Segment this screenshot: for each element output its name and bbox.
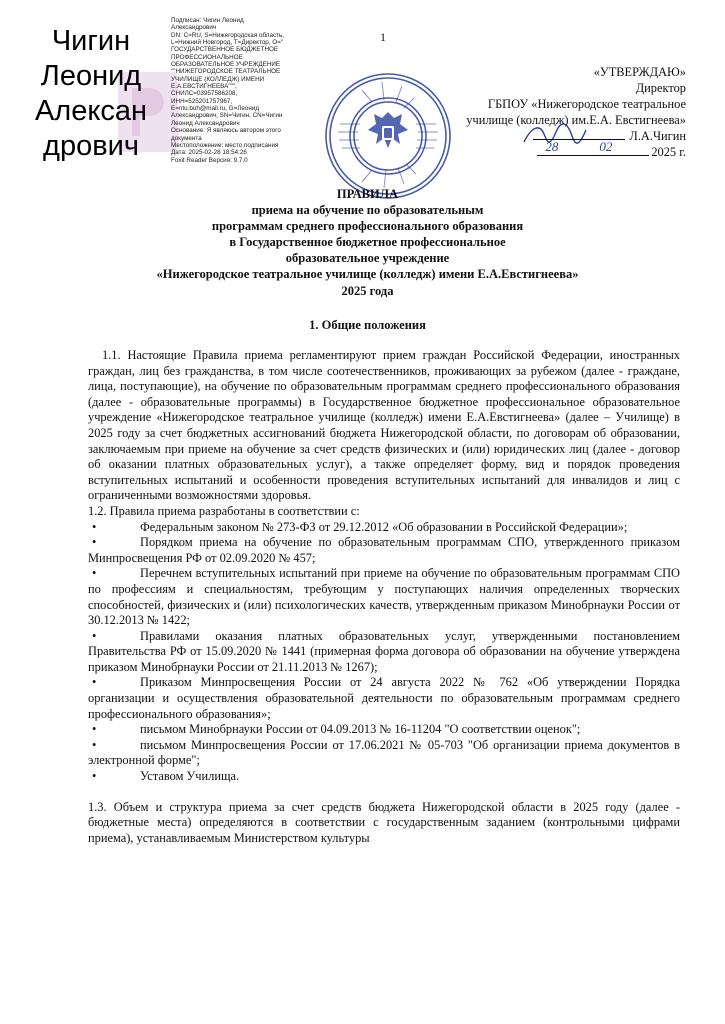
signature-detail-line: Леонид Александрович <box>171 119 240 127</box>
title-line: программам среднего профессионального образования <box>211 219 524 234</box>
signature-detail-line: L=Нижний Новгород, T=Директор, O=" <box>171 39 284 47</box>
signature-detail-line: ИНН=525201757967, <box>171 97 233 105</box>
signature-detail-line: Местоположение: место подписания <box>171 141 279 149</box>
list-item <box>88 566 680 628</box>
list-item <box>88 738 680 769</box>
signature-details <box>171 17 311 164</box>
approval-date-row <box>420 139 686 160</box>
bullet-icon: • <box>92 566 97 581</box>
paragraph-1-2: 1.2. Правила приема разработаны в соответствии с: <box>88 503 360 518</box>
signature-detail-line: Дата: 2025-02-28 18:54:26 <box>171 149 247 157</box>
bullet-icon: • <box>92 722 97 737</box>
list-item <box>88 520 680 536</box>
section-heading: 1. Общие положения <box>309 318 426 332</box>
bullet-icon: • <box>92 628 97 643</box>
list-item-text: письмом Минпросвещения России от 17.06.2021 № 05-703 "Об организации приема документов в электронной форме"; <box>88 737 680 768</box>
signature-detail-line: ГОСУДАРСТВЕННОЕ БЮДЖЕТНОЕ <box>171 46 279 54</box>
list-item <box>88 675 680 722</box>
signer-name-line: дрович <box>43 130 139 162</box>
signature-detail-line: УЧИЛИЩЕ (КОЛЛЕДЖ) ИМЕНИ <box>171 75 265 83</box>
signature-detail-line: Основание: Я являюсь автором этого <box>171 127 281 135</box>
signer-name-line: Леонид <box>40 60 142 92</box>
title-line: ПРАВИЛА <box>336 187 399 201</box>
paragraph-1-1: 1.1. Настоящие Правила приема регламентируют прием граждан Российской Федерации, иностранных граждан, лиц без гражданства, в том числе соотечественников, проживающих за рубежом (далее - граждане, лица, поступающие), на обучение по образовательным программам среднего профессионального образования (далее - образовательные программы) в Государственное бюджетное профессиональное образовательное учреждение «Нижегородское театральное училище (колледж) имени Е.А.Евстигнеева» (далее – Училище) в 2025 году за счет бюджетных ассигнований бюджета Нижегородской области, по договорам об образовании, заключаемым при приеме на обучение за счет средств физических и (или) юридических лиц (далее - договор об оказании платных образовательных услуг), а также определяет форму, вид и порядок проведения вступительных испытаний и особенности проведения вступительных испытаний для инвалидов и лиц с ограниченными возможностями здоровья. <box>88 348 680 503</box>
list-item-text: Приказом Минпросвещения России от 24 августа 2022 № 762 «Об утверждении Порядка организации и осуществления образовательной деятельности по образовательным программам среднего профессионального образования»; <box>88 675 680 721</box>
sources-list <box>88 520 680 785</box>
approval-heading: «УТВЕРЖДАЮ» <box>593 65 686 79</box>
title-line: «Нижегородское театральное училище (колледж) имени Е.А.Евстигнеева» <box>156 267 579 282</box>
page-number: 1 <box>380 30 386 44</box>
date-line <box>537 139 649 156</box>
document-title <box>80 186 655 299</box>
signer-name <box>16 24 166 164</box>
list-item-text: Перечнем вступительных испытаний при приеме на обучение по образовательным программам СПО по профессиям и специальностям, требующим у поступающих наличия определенных творческих способностей, физических и (или) психологических качеств, утвержденным приказом Минобрнауки России от 30.12.2013 № 1422; <box>88 566 680 628</box>
list-item-text: письмом Минобрнауки России от 04.09.2013 № 16-11204 "О соответствии оценок"; <box>140 722 581 737</box>
signature-detail-line: Foxit Reader Версия: 9.7.0 <box>171 156 248 164</box>
document-body <box>88 348 680 846</box>
signature-detail-line: ""НИЖЕГОРОДСКОЕ ТЕАТРАЛЬНОЕ <box>171 68 281 76</box>
list-item <box>88 535 680 566</box>
approval-position: Директор <box>635 81 686 95</box>
signature-detail-line: документа <box>171 134 202 142</box>
signature-detail-line: Е.А.ЕВСТИГНЕЕВА""", <box>171 83 237 91</box>
title-line: 2025 года <box>341 283 394 298</box>
bullet-icon: • <box>92 519 97 534</box>
title-line: образовательное учреждение <box>285 251 450 266</box>
approval-org-line: училище (колледж) им.Е.А. Евстигнеева» <box>466 113 686 127</box>
signature-detail-line: СНИЛС=03957586208, <box>171 90 238 98</box>
signature-detail-line: Подписан: Чигин Леонид <box>171 17 244 24</box>
signer-name-line: Чигин <box>51 25 131 57</box>
list-item <box>88 629 680 676</box>
approval-signer: Л.А.Чигин <box>629 129 686 143</box>
title-line: в Государственное бюджетное профессиональное <box>229 235 506 250</box>
signature-detail-line: ПРОФЕССИОНАЛЬНОЕ <box>171 53 243 61</box>
signature-detail-line: Александрович <box>171 24 217 32</box>
signature-detail-line: E=ntu.buh@mail.ru, G=Леонид <box>171 105 260 113</box>
approval-org-line: ГБПОУ «Нижегородское театральное <box>487 97 686 111</box>
signature-detail-line: DN: C=RU, S=Нижегородская область, <box>171 31 285 39</box>
date-day: 28 <box>545 139 559 154</box>
paragraph-1-3: 1.3. Объем и структура приема за счет средств бюджета Нижегородской области в 2025 году (далее - бюджетные места) определяются в соответствии с государственным заданием (контрольными цифрами приема), устанавливаемым Министерством культуры <box>88 799 680 845</box>
bullet-icon: • <box>92 737 97 752</box>
signature-detail-line: ОБРАЗОВАТЕЛЬНОЕ УЧРЕЖДЕНИЕ <box>171 61 281 69</box>
bullet-icon: • <box>92 769 97 784</box>
date-year: 2025 г. <box>651 145 686 159</box>
list-item-text: Федеральным законом № 273-ФЗ от 29.12.2012 «Об образовании в Российской Федерации»; <box>140 519 628 534</box>
list-item-text: Уставом Училища. <box>140 769 240 784</box>
bullet-icon: • <box>92 535 97 550</box>
list-item <box>88 769 680 785</box>
approval-block <box>420 64 686 160</box>
bullet-icon: • <box>92 675 97 690</box>
title-line: приема на обучение по образовательным <box>251 203 484 218</box>
list-item-text: Правилами оказания платных образовательных услуг, утвержденными постановлением Правительства РФ от 15.09.2020 № 1441 (примерная форма договора об образовании на обучение утверждена приказом Минобрнауки России от 21.11.2013 № 1267); <box>88 628 680 674</box>
date-month: 02 <box>599 139 613 154</box>
signature-detail-line: Александрович, SN=Чигин, CN=Чигин <box>171 112 283 120</box>
list-item <box>88 722 680 738</box>
signer-name-line: Алексан <box>34 95 148 127</box>
list-item-text: Порядком приема на обучение по образовательным программам СПО, утвержденного приказом Минпросвещения РФ от 02.09.2020 № 457; <box>88 535 680 565</box>
